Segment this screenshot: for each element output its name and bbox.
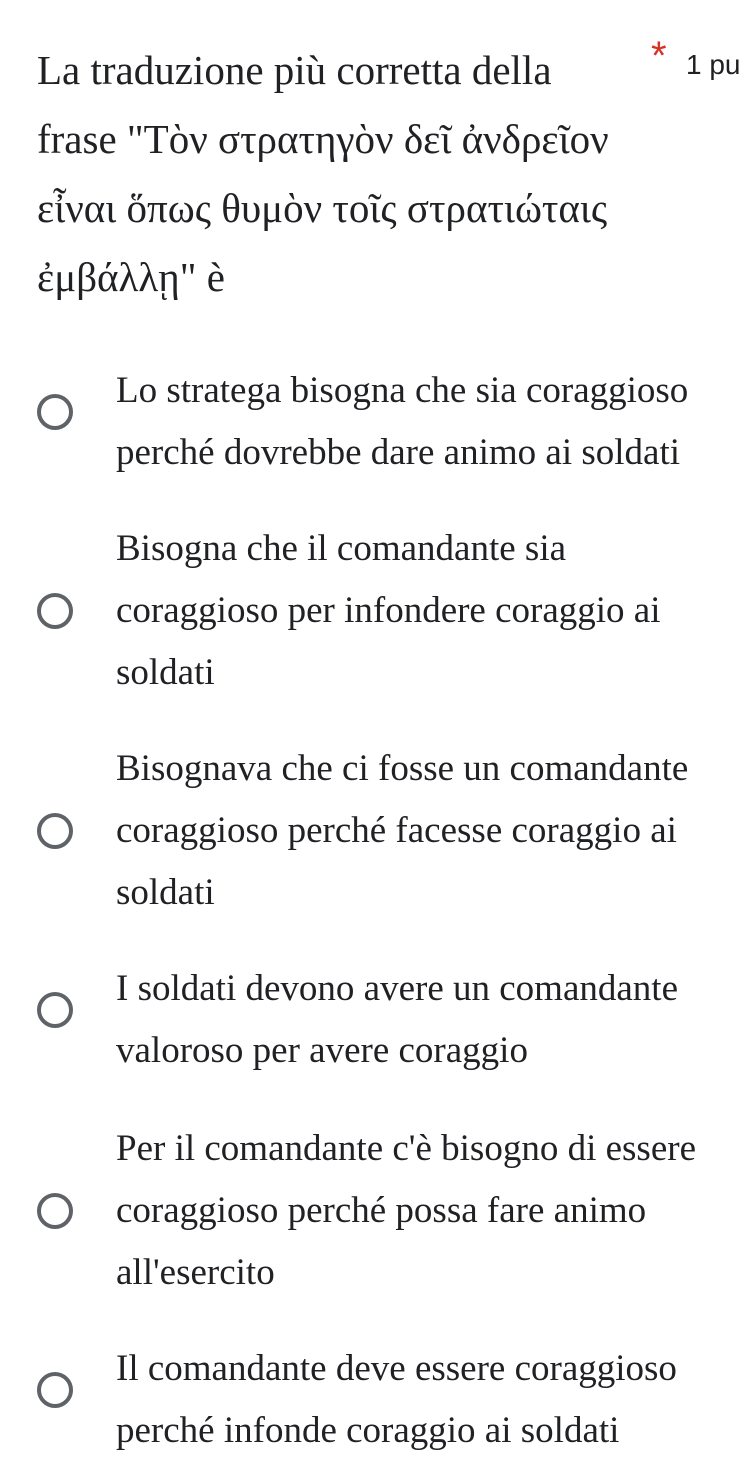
- option-label: Per il comandante c'è bisogno di essere coraggioso perché possa fare animo all'esercito: [116, 1128, 696, 1293]
- option-3[interactable]: [0, 738, 746, 928]
- option-label: Bisognava che ci fosse un comandante coraggioso perché facesse coraggio ai soldati: [116, 748, 689, 913]
- radio-button[interactable]: [37, 813, 73, 849]
- radio-button[interactable]: [37, 992, 73, 1028]
- required-asterisk: *: [651, 34, 667, 78]
- radio-button[interactable]: [37, 593, 73, 629]
- option-6[interactable]: [0, 1338, 746, 1466]
- question-title: La traduzione più corretta della frase "Tὸν στρατηγὸν δεῖ ἀνδρεῖον εἶναι ὅπως θυμὸν τοῖς στρατιώταις ἐμβάλλῃ" è: [37, 47, 609, 300]
- points-label: 1 pu: [686, 49, 741, 80]
- option-label: I soldati devono avere un comandante valoroso per avere coraggio: [116, 968, 678, 1071]
- option-label: Il comandante deve essere coraggioso perché infonde coraggio ai soldati: [116, 1348, 677, 1451]
- option-2[interactable]: [0, 518, 746, 708]
- option-label: Lo stratega bisogna che sia coraggioso perché dovrebbe dare animo ai soldati: [116, 370, 689, 473]
- radio-button[interactable]: [37, 1193, 73, 1229]
- option-5[interactable]: [0, 1118, 746, 1308]
- option-4[interactable]: [0, 958, 746, 1088]
- option-1[interactable]: [0, 360, 746, 490]
- option-label: Bisogna che il comandante sia coraggioso per infondere coraggio ai soldati: [116, 528, 661, 693]
- radio-button[interactable]: [37, 1372, 73, 1408]
- radio-button[interactable]: [37, 394, 73, 430]
